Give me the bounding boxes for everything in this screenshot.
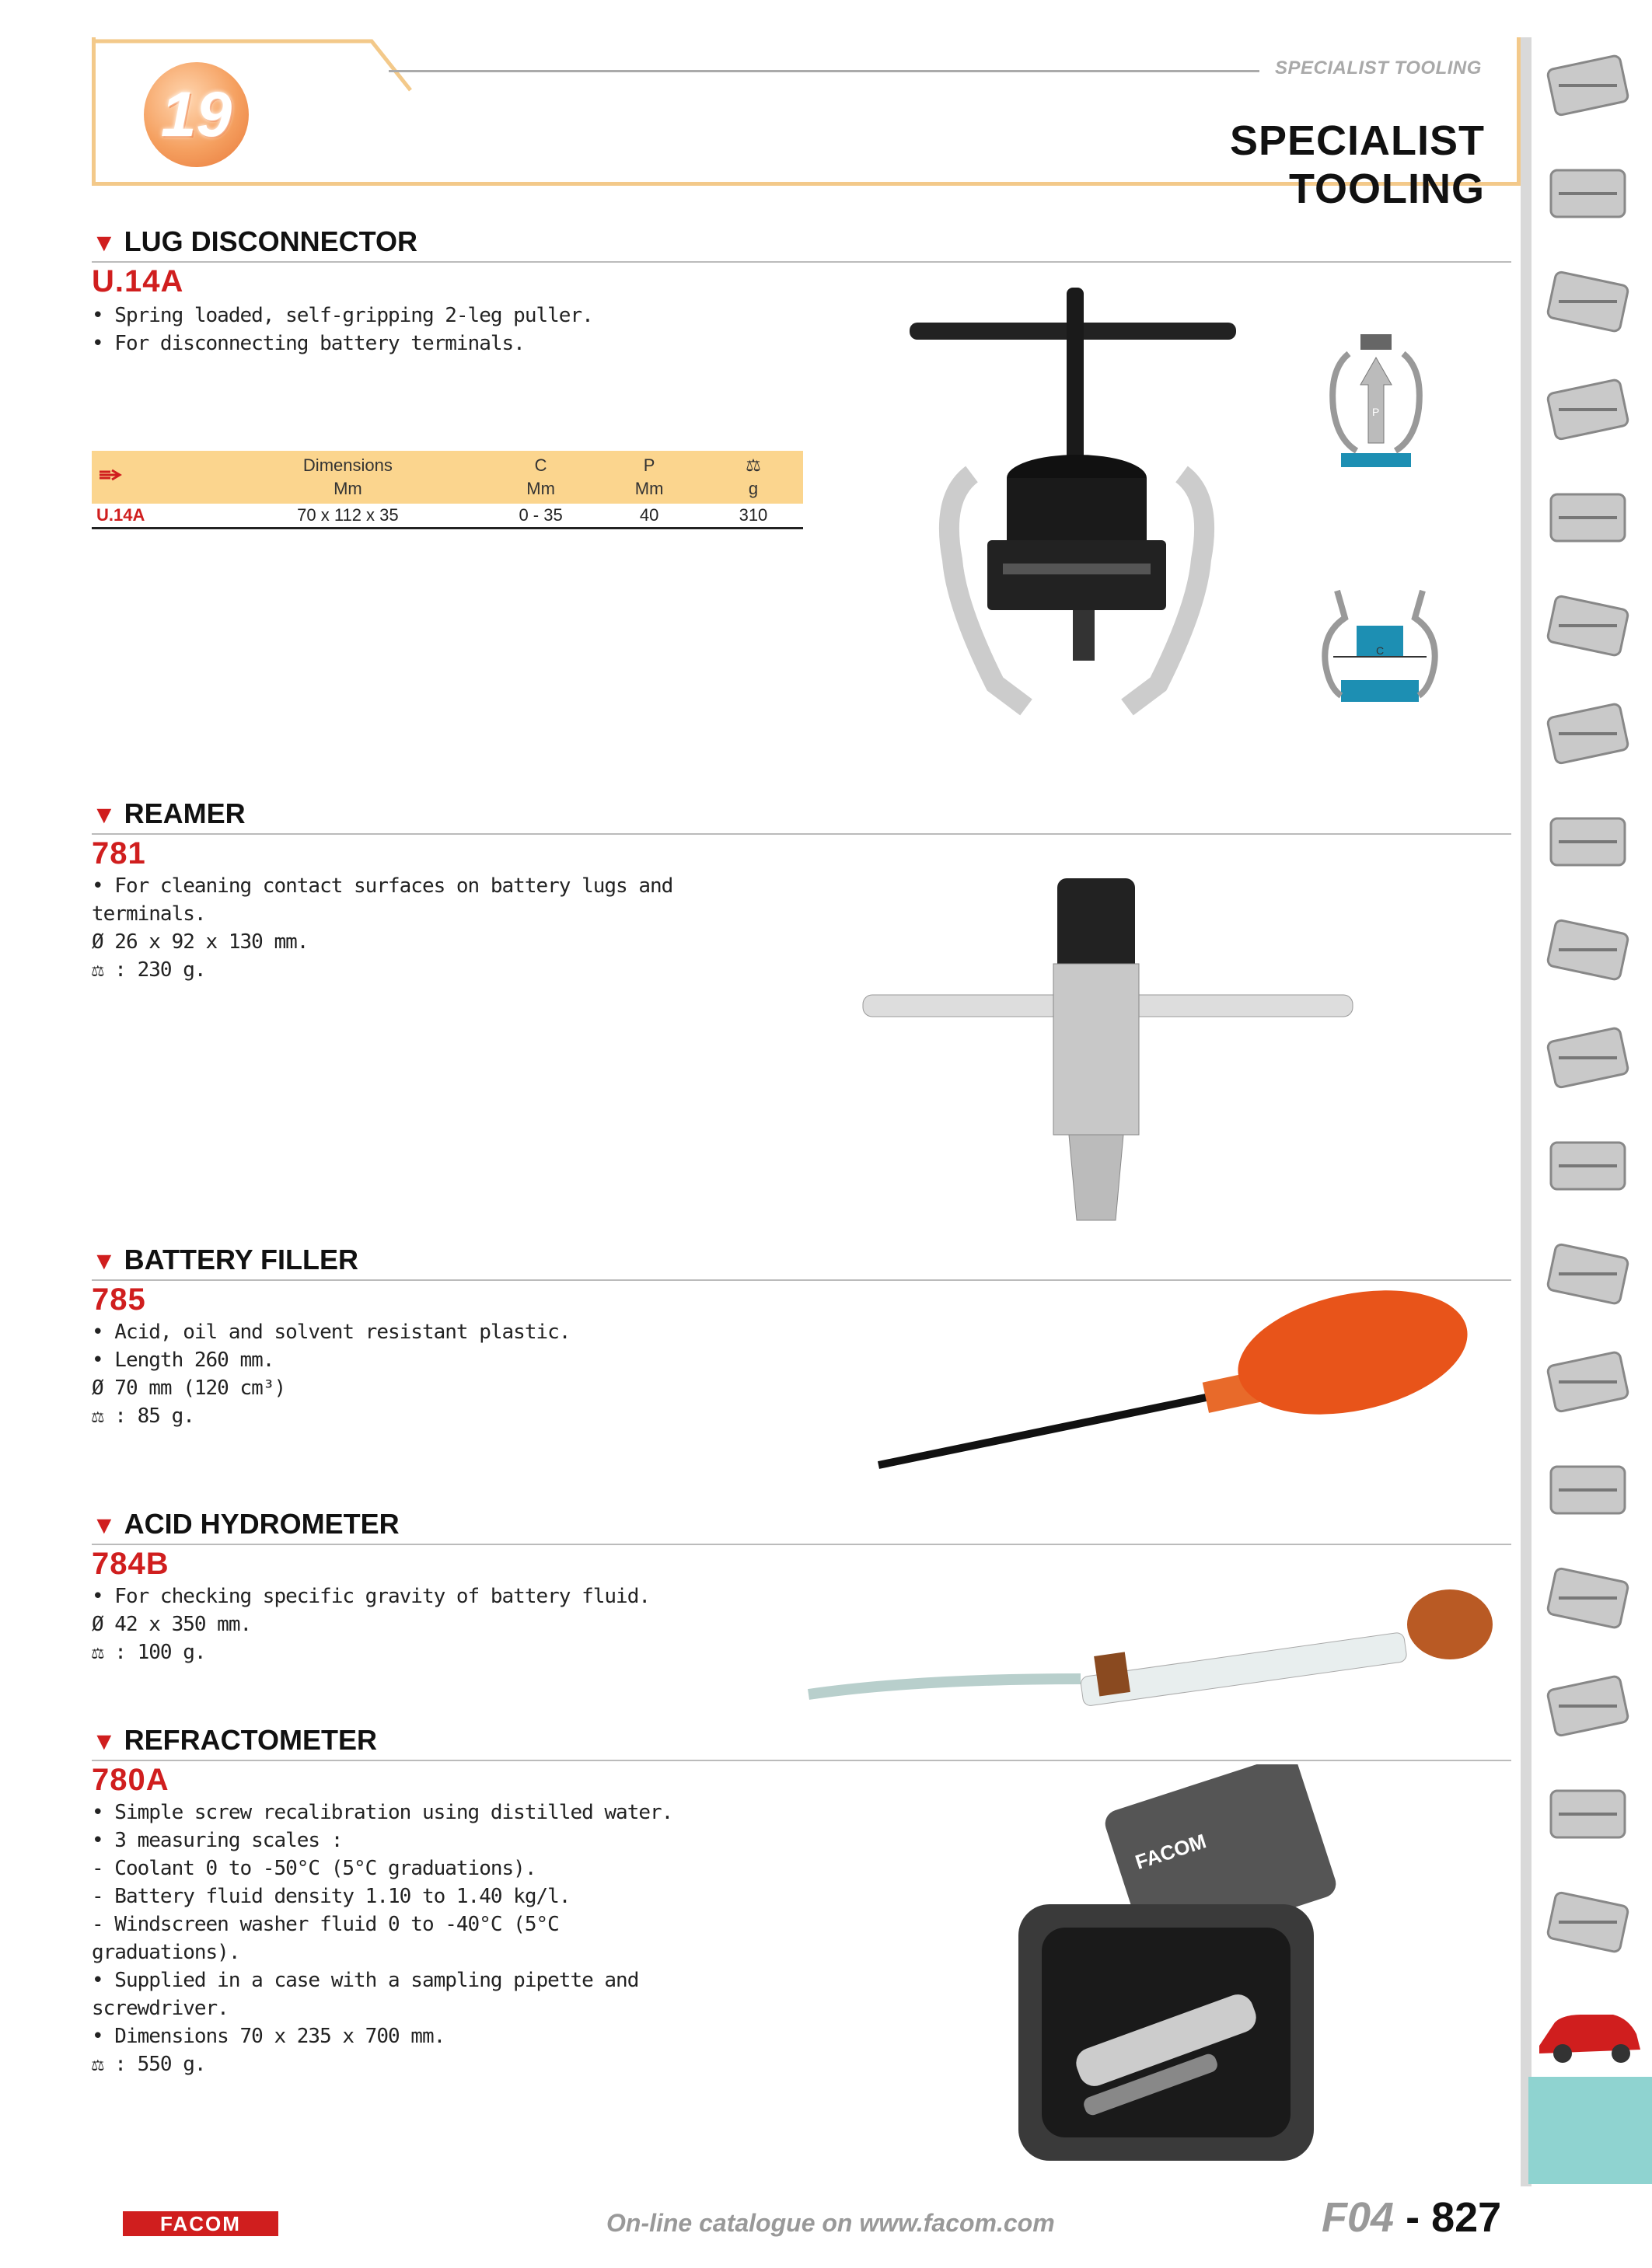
section-heading-acid-hydrometer: ▼ ACID HYDROMETER bbox=[92, 1508, 400, 1540]
page-number: F04 - 827 bbox=[1322, 2194, 1502, 2241]
car-icon[interactable] bbox=[1528, 1987, 1648, 2073]
table-cell: 40 bbox=[595, 504, 704, 529]
table-row bbox=[92, 504, 803, 529]
workshop-bench-icon[interactable] bbox=[1528, 259, 1648, 344]
section-rule bbox=[92, 1279, 1511, 1281]
battery-filler-image bbox=[871, 1290, 1508, 1485]
screwdriver-icon[interactable] bbox=[1528, 691, 1648, 776]
section-heading-battery-filler: ▼ BATTERY FILLER bbox=[92, 1244, 358, 1275]
wrench-icon[interactable] bbox=[1528, 475, 1648, 560]
hammer-icon[interactable] bbox=[1528, 1123, 1648, 1209]
tape-measure-icon[interactable] bbox=[1528, 1015, 1648, 1101]
chapter-badge: 19 bbox=[144, 62, 249, 167]
svg-text:P: P bbox=[1372, 406, 1380, 418]
electrical-pylon-icon[interactable] bbox=[1528, 1771, 1648, 1857]
puller-diagram-p bbox=[1325, 323, 1427, 470]
hex-key-icon[interactable] bbox=[1528, 799, 1648, 885]
section-heading-lug-disconnector: ▼ LUG DISCONNECTOR bbox=[92, 225, 418, 257]
product-description: • Simple screw recalibration using distilled water. • 3 measuring scales : - Coolant 0 to -50°C (5°C graduations). - Battery fluid density 1.10 to 1.40 kg/l. - Windscreen washer fluid 0 to -40°C (5°C graduations). • Supplied in a case with a sampling pipette and screwdriver. • Dimensions 70 x 235 x 700 mm. ⚖ : 550 g. bbox=[92, 1801, 673, 2076]
column-header: P Mm bbox=[634, 455, 664, 498]
product-ref: 781 bbox=[92, 836, 146, 871]
pliers-icon[interactable] bbox=[1528, 907, 1648, 993]
puller-diagram-c bbox=[1314, 579, 1446, 719]
section-rule bbox=[92, 261, 1511, 263]
product-ref: 785 bbox=[92, 1282, 146, 1317]
ref-column-icon bbox=[92, 451, 209, 504]
column-header: ⚖ g bbox=[746, 455, 761, 498]
puller-icon[interactable] bbox=[1528, 1339, 1648, 1425]
table-cell: 0 - 35 bbox=[487, 504, 595, 529]
header-rule bbox=[389, 70, 1259, 72]
facom-logo: FACOM bbox=[123, 2211, 278, 2236]
product-description: • For checking specific gravity of battery fluid. Ø 42 x 350 mm. ⚖ : 100 g. bbox=[92, 1585, 651, 1664]
sidebar-track bbox=[1521, 37, 1532, 2186]
workbench-icon[interactable] bbox=[1528, 43, 1648, 128]
product-ref: 784B bbox=[92, 1547, 169, 1581]
footer-url[interactable]: On-line catalogue on www.facom.com bbox=[606, 2209, 1055, 2237]
sidebar-active-tab[interactable] bbox=[1528, 2077, 1652, 2184]
product-description: • For cleaning contact surfaces on battery lugs and terminals. Ø 26 x 92 x 130 mm. ⚖ : 230 g. bbox=[92, 874, 673, 982]
socket-icon[interactable] bbox=[1528, 583, 1648, 668]
impact-wrench-icon[interactable] bbox=[1528, 1447, 1648, 1533]
header-slant bbox=[92, 37, 418, 92]
reamer-image bbox=[855, 871, 1360, 1228]
product-description: • Acid, oil and solvent resistant plastic. • Length 260 mm. Ø 70 mm (120 cm³) ⚖ : 85 g. bbox=[92, 1321, 571, 1428]
table-cell: 310 bbox=[704, 504, 803, 529]
lug-disconnector-image bbox=[902, 280, 1252, 793]
table-cell: 70 x 112 x 35 bbox=[209, 504, 487, 529]
section-rule bbox=[92, 1544, 1511, 1545]
spec-table bbox=[92, 451, 803, 529]
hacksaw-icon[interactable] bbox=[1528, 1231, 1648, 1317]
pipe-wrench-icon[interactable] bbox=[1528, 1555, 1648, 1641]
product-ref: U.14A bbox=[92, 264, 184, 298]
page-title: SPECIALIST TOOLING bbox=[1229, 117, 1485, 212]
acid-hydrometer-image bbox=[801, 1562, 1516, 1733]
section-rule bbox=[92, 1760, 1511, 1761]
table-cell-ref: U.14A bbox=[92, 504, 209, 529]
refractometer-case-image bbox=[1003, 1764, 1423, 2184]
section-rule bbox=[92, 833, 1511, 835]
column-header: Dimensions Mm bbox=[302, 455, 393, 498]
column-header: C Mm bbox=[526, 455, 555, 498]
header-subtitle: SPECIALIST TOOLING bbox=[1275, 58, 1482, 79]
svg-text:FACOM: FACOM bbox=[1132, 1829, 1210, 1874]
toolbox-icon[interactable] bbox=[1528, 367, 1648, 452]
section-heading-refractometer: ▼ REFRACTOMETER bbox=[92, 1724, 378, 1756]
product-ref: 780A bbox=[92, 1763, 169, 1797]
electronics-chip-icon[interactable] bbox=[1528, 1879, 1648, 1965]
svg-text:C: C bbox=[1376, 644, 1385, 657]
section-heading-reamer: ▼ REAMER bbox=[92, 797, 246, 829]
aircraft-icon[interactable] bbox=[1528, 1663, 1648, 1749]
product-description: • Spring loaded, self-gripping 2-leg puller. • For disconnecting battery terminals. bbox=[92, 304, 593, 355]
tool-cabinet-icon[interactable] bbox=[1528, 151, 1648, 236]
